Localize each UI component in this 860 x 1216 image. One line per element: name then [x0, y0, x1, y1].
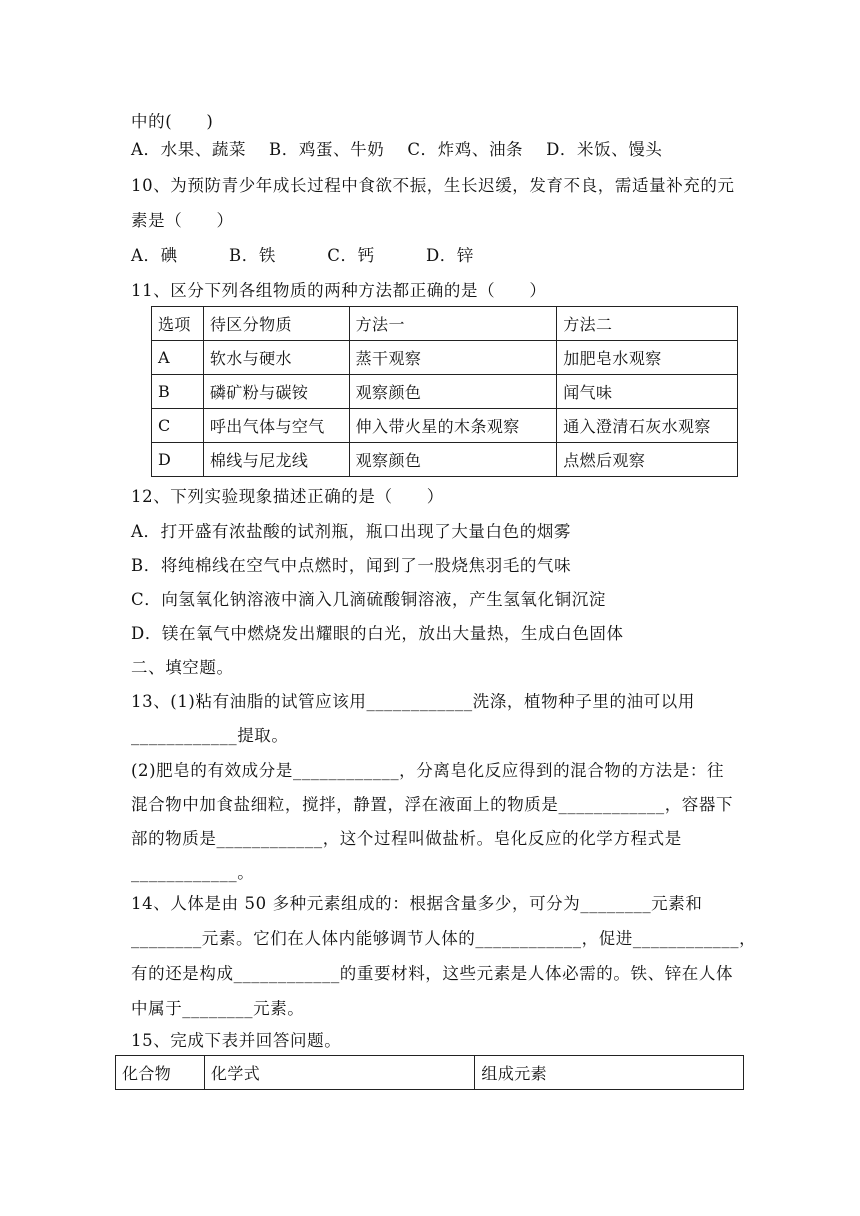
table-cell: 观察颜色 — [349, 443, 557, 477]
q14-line2: ________元素。它们在人体内能够调节人体的____________，促进____________， — [131, 929, 757, 948]
table-cell: 化学式 — [204, 1056, 475, 1090]
table-cell: 待区分物质 — [203, 307, 349, 341]
q13-part1: 13、(1)粘有油脂的试管应该用____________洗涤，植物种子里的油可以用 — [131, 692, 695, 711]
q14-line1: 14、人体是由 50 多种元素组成的：根据含量多少，可分为________元素和 — [131, 894, 703, 913]
table-header-row — [116, 1056, 744, 1090]
q15-table — [115, 1055, 744, 1090]
q12-option-a: A．打开盛有浓盐酸的试剂瓶，瓶口出现了大量白色的烟雾 — [131, 522, 572, 541]
q13-part1-end: ____________提取。 — [131, 726, 289, 745]
table-row — [152, 409, 738, 443]
table-cell: 加肥皂水观察 — [557, 341, 738, 375]
table-cell: 方法一 — [349, 307, 557, 341]
q13-part2-end: ____________。 — [131, 863, 255, 882]
table-cell: 蒸干观察 — [349, 341, 557, 375]
q14-line4: 中属于________元素。 — [131, 999, 305, 1018]
table-header-row — [152, 307, 738, 341]
table-cell: 方法二 — [557, 307, 738, 341]
table-cell: 棉线与尼龙线 — [203, 443, 349, 477]
q12-option-b: B．将纯棉线在空气中点燃时，闻到了一股烧焦羽毛的气味 — [131, 556, 572, 575]
table-cell: 磷矿粉与碳铵 — [203, 375, 349, 409]
q9-stem-end: 中的( ) — [131, 112, 214, 131]
table-cell: 点燃后观察 — [557, 443, 738, 477]
table-row — [152, 375, 738, 409]
q14-line3: 有的还是构成____________的重要材料，这些元素是人体必需的。铁、锌在人体 — [131, 964, 734, 983]
q15-stem: 15、完成下表并回答问题。 — [131, 1031, 342, 1050]
table-row — [152, 443, 738, 477]
table-cell: 伸入带火星的木条观察 — [349, 409, 557, 443]
table-cell: A — [152, 341, 204, 375]
q13-part2-line3: 部的物质是____________，这个过程叫做盐析。皂化反应的化学方程式是 — [131, 829, 682, 848]
q11-stem: 11、区分下列各组物质的两种方法都正确的是（ ） — [131, 281, 547, 300]
table-cell: 组成元素 — [475, 1056, 744, 1090]
table-cell: C — [152, 409, 204, 443]
q12-option-c: C．向氢氧化钠溶液中滴入几滴硫酸铜溶液，产生氢氧化铜沉淀 — [131, 590, 606, 609]
q10-stem-end: 素是（ ） — [131, 211, 234, 230]
table-cell: B — [152, 375, 204, 409]
table-cell: 闻气味 — [557, 375, 738, 409]
q10-stem: 10、为预防青少年成长过程中食欲不振，生长迟缓，发育不良，需适量补充的元 — [131, 176, 735, 195]
table-cell: 选项 — [152, 307, 204, 341]
q12-option-d: D．镁在氧气中燃烧发出耀眼的白光，放出大量热，生成白色固体 — [131, 624, 624, 643]
q12-stem: 12、下列实验现象描述正确的是（ ） — [131, 487, 444, 506]
q13-part2-line2: 混合物中加食盐细粒，搅拌，静置，浮在液面上的物质是____________，容器下 — [131, 795, 734, 814]
table-cell: 通入澄清石灰水观察 — [557, 409, 738, 443]
table-cell: 呼出气体与空气 — [203, 409, 349, 443]
section-heading: 二、填空题。 — [131, 658, 234, 677]
q9-options: A．水果、蔬菜 B．鸡蛋、牛奶 C．炸鸡、油条 D．米饭、馒头 — [131, 140, 663, 159]
table-row — [152, 341, 738, 375]
q13-part2: (2)肥皂的有效成分是____________，分离皂化反应得到的混合物的方法是：往 — [131, 761, 725, 780]
table-cell: 软水与硬水 — [203, 341, 349, 375]
q10-options: A．碘 B．铁 C．钙 D．锌 — [131, 246, 474, 265]
q11-table — [151, 306, 738, 477]
table-cell: D — [152, 443, 204, 477]
table-cell: 观察颜色 — [349, 375, 557, 409]
table-cell: 化合物 — [116, 1056, 205, 1090]
